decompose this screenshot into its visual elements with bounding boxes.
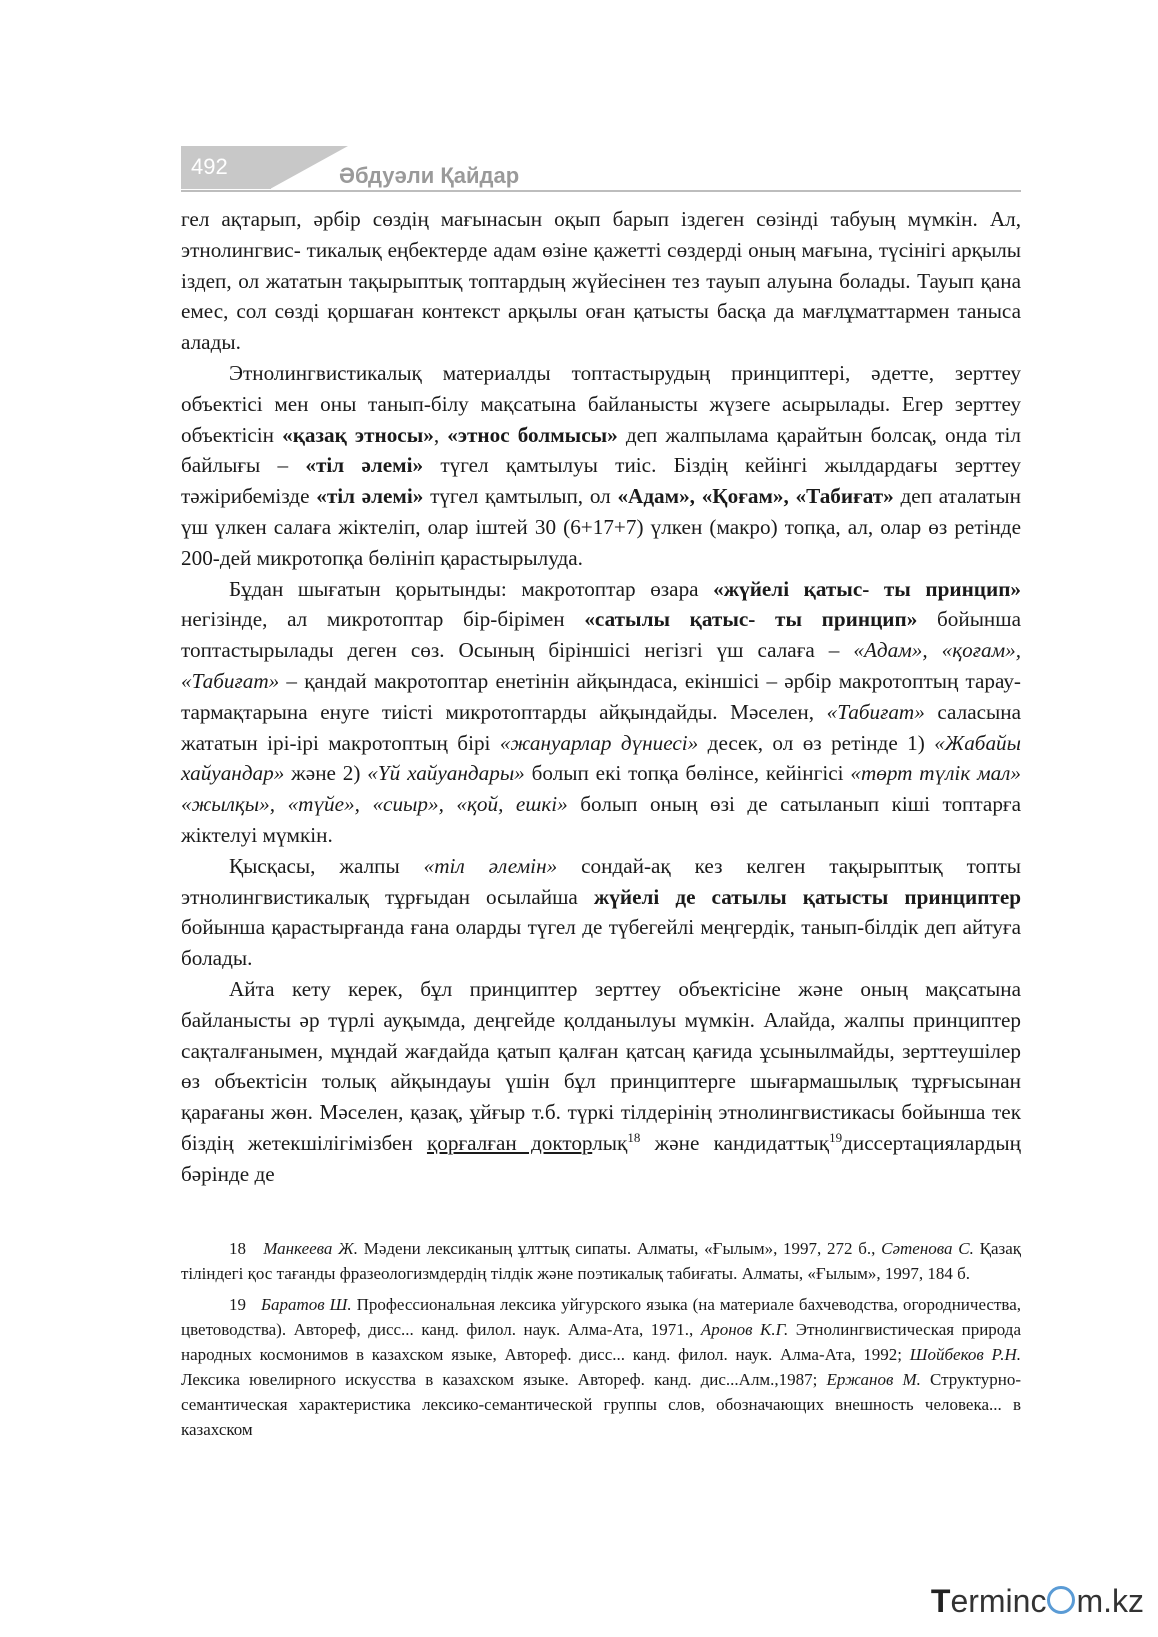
footnote-ref-19: 19 bbox=[829, 1129, 843, 1145]
paragraph-3: Бұдан шығатын қорытынды: макротоптар өзара «жүйелі қатыс- ты принцип» негізінде, ал микротоптар бір-бірімен «сатылы қатыс- ты принцип» бойынша топтастырылады деген сөз. Осының біріншісі негізгі үш салаға – «Адам», «қоғам», «Табиғат» – қандай макротоптар енетінін айқындаса, екіншісі – әрбір макротоптың тарау-тармақтарына енуге тиісті микротоптарды айқындайды. Мәселен, «Табиғат» саласына жататын ірі-ірі макротоптың бірі «жануарлар дүниесі» десек, ол өз ретінде 1) «Жабайы хайуандар» және 2) «Үй хайуандары» болып екі топқа бөлінсе, кейінгісі «төрт түлік мал» «жылқы», «түйе», «сиыр», «қой, ешкі» болып оның өзі де сатыланып кіші топтарға жіктелуі мүмкін. bbox=[181, 576, 1022, 847]
page-number: 492 bbox=[191, 154, 228, 179]
paragraph-4: Қысқасы, жалпы «тіл әлемін» сондай-ақ кез келген тақырыптық топты этнолингвистикалық тұрғыдан осылайша жүйелі де сатылы қатысты принциптер бойынша қарастырғанда ғана оларды түгел де түбегейлі меңгердік, танып-білдік деп айтуға болады. bbox=[181, 853, 1022, 971]
header-rule bbox=[181, 190, 1021, 192]
underlined-phrase: қорғалған доктор bbox=[426, 1130, 593, 1155]
logo-circle-icon bbox=[1047, 1586, 1075, 1614]
running-head-author: Әбдуәли Қайдар bbox=[339, 163, 520, 188]
termincom-logo: Terminc m.kz bbox=[930, 1583, 1144, 1619]
paragraph-2: Этнолингвистикалық материалды топтастырудың принциптері, әдетте, зерттеу объектісі мен оны танып-білу мақсатына байланысты жүзеге асырылады. Егер зерттеу объектісін «қазақ этносы», «этнос болмысы» деп жалпылама қарайтын болсақ, онда тіл байлығы – «тіл әлемі» түгел қамтылуы тиіс. Біздің кейінгі жылдардағы зерттеу тәжірибемізде «тіл әлемі» түгел қамтылып, ол «Адам», «Қоғам», «Табиғат» деп аталатын үш үлкен салаға жіктеліп, олар іштей 30 (6+17+7) үлкен (макро) топқа, ал, олар өз ретінде 200-дей микротопқа бөлініп қарастырылуда. bbox=[181, 360, 1021, 570]
paragraph-5: Айта кету керек, бұл принциптер зерттеу объектісіне және оның мақсатына байланысты әр түрлі ауқымда, деңгейде қолданылуы мүмкін. Алайда, жалпы принциптер сақталғанымен, мұндай жағдайда қатып қалған қатсаң қағида ұсынылмайды, зерттеушілер өз объектісін толық айқындауы үшін бұл принциптерге шығармашылық тұрғысынан қарағаны жөн. Мәселен, қазақ, ұйғыр т.б. түркі тілдерінің этнолингвистикасы бойынша тек біздің жетекшілігімізбен қорғалған докторлық$^{18}$ және кандидаттық$^{19}$диссертациялардың бәрінде де bbox=[181, 976, 1021, 1186]
footnote-19: 19 Баратов Ш. Профессиональная лексика уйгурского языка (на материале бахчеводства, огородничества, цветоводства). Автореф, дисс... канд. филол. наук. Алма-Ата, 1971., Аронов К.Г. Этнолингвистическая природа народных космонимов в казахском языке, Автореф. дисс... канд. филол. наук. Алма-Ата, 1992; Шойбеков Р.Н. Лексика ювелирного искусства в казахском языке. Автореф. канд. дис...Алм.,1987; Ержанов М. Структурно-семантическая характеристика лексико-семантической группы слов, обозначающих внешность человека... в казахском bbox=[181, 1295, 1022, 1439]
footnote-18: 18 Манкеева Ж. Мәдени лексиканың ұлттық сипаты. Алматы, «Ғылым», 1997, 272 б., Сәтенова С. Қазақ тіліндегі қос тағанды фразеологизмдердің тілдік және поэтикалық табиғаты. Алматы, «Ғылым», 1997, 184 б. bbox=[181, 1239, 1022, 1283]
footnote-ref-18: 18 bbox=[627, 1129, 641, 1145]
paragraph-1: гел ақтарып, әрбір сөздің мағынасын оқып барып іздеген сөзінді табуың мүмкін. Ал, этнолингвис- тикалық еңбектерде адам өзіне қажетті сөздерді оның мағына, түсінігі арқылы іздеп, ол жататын тақырыптық топтардың жүйесінен тез тауып алуына болады. Тауып қана емес, сол сөзді қоршаған контекст арқылы оған қатысты басқа да мағлұматтармен таныса алады. bbox=[181, 207, 1021, 355]
footnotes bbox=[181, 1236, 1021, 1442]
header-tab-wedge bbox=[270, 146, 348, 189]
page-header bbox=[181, 146, 1021, 196]
body-text bbox=[181, 204, 1021, 1190]
